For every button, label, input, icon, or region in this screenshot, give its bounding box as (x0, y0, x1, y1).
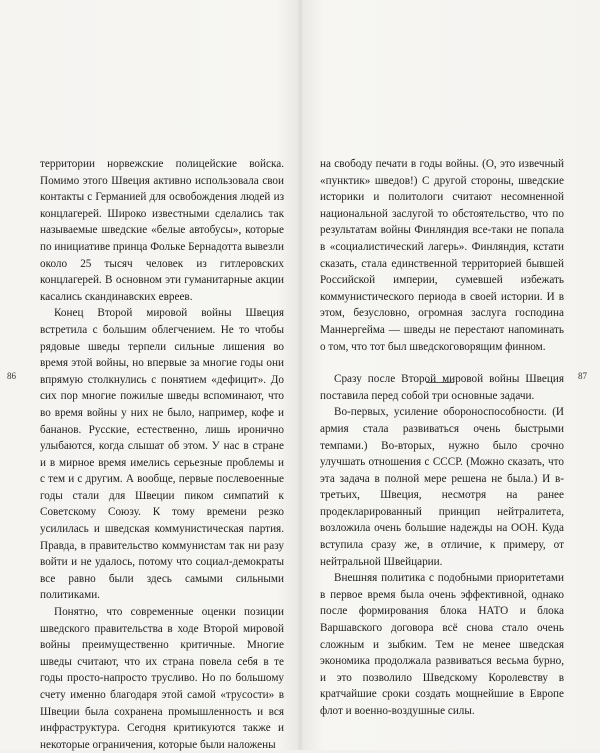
left-paragraph-3: Понятно, что современные оценки позиции шведского правительства в ходе Второй мировой войны преимущественно критичные. Многие шведы считают, что их страна повела себя в те годы просто-напросто трусливо. Но по большому счету именно благодаря этой самой «трусости» в Швеции была сохранена промышленность и вся инфраструктура. Сегодня критикуются также и некоторые ограничения, которые были наложены (40, 606, 284, 751)
left-page (0, 0, 300, 750)
right-paragraph-3: Во-первых, усиление обороноспособности. (И армия стала развиваться очень быстрыми темпами.) Во-вторых, нужно было срочно улучшать отношения с СССР. (Можно сказать, что эта задача в полной мере решена не была.) И в-третьих, Швеция, несмотря на ранее продекларированный принцип нейтралитета, возложила очень большие надежды на ООН. Куда вступила сразу же, в отличие, к примеру, от нейтральной Швейцарии. (320, 406, 564, 568)
chapter-end-rule (426, 382, 454, 383)
left-page-text (40, 156, 284, 753)
left-paragraph-1: территории норвежские полицейские войска. Помимо этого Швеция активно использовала свои контакты с Германией для освобождения людей из концлагерей. Широко известными сделались так называемые шведские «белые автобусы», которые по инициативе принца Фольке Бернадотта вывезли около 25 тысяч человек из гитлеровских концлагерей. В основном эти гуманитарные акции касались скандинавских евреев. (40, 158, 284, 303)
left-page-number: 86 (7, 371, 16, 381)
right-paragraph-2: Сразу после Второй мировой войны Швеция поставила перед собой три основные задачи. (320, 373, 564, 402)
right-page-number: 87 (578, 371, 587, 381)
right-page (300, 0, 600, 750)
right-paragraph-1: на свободу печати в годы войны. (О, это извечный «пунктик» шведов!) С другой стороны, шведские историки и политологи считают несомненной национальной заслугой то обстоятельство, что по результатам войны Финляндия все-таки не попала в «социалистический лагерь». Финляндия, кстати сказать, стала единственной территорией бывшей Российской империи, сумевшей избежать коммунистического периода в своей истории. И в этом, безусловно, огромная заслуга господина Маннергейма — шведы не перестают напоминать о том, что тот был шведскоговорящим финном. (320, 158, 564, 353)
right-paragraph-4: Внешняя политика с подобными приоритетами в первое время была очень эффективной, однако после формирования блока НАТО и блока Варшавского договора всё снова стало очень сложным и зыбким. Тем не менее шведская экономика продолжала развиваться весьма бурно, и это позволило Шведскому Королевству в кратчайшие сроки создать мощнейшие в Европе флот и военно-воздушные силы. (320, 572, 564, 717)
right-page-text (320, 156, 564, 720)
left-paragraph-2: Конец Второй мировой войны Швеция встретила с большим облегчением. Не то чтобы рядовые шведы терпели сильные лишения во время этой войны, но впервые за многие годы они впрямую столкнулись с понятием «дефицит». До сих пор многие пожилые шведы вспоминают, что во время войны у них не было, например, кофе и бананов. Русские, естественно, лишь иронично улыбаются, когда слышат об этом. У нас в стране и в мирное время имелись серьезные проблемы и с тем и с другим. А вообще, первые послевоенные годы стали для Швеции пиком симпатий к Советскому Союзу. К тому времени резко усилилась и шведская коммунистическая партия. Правда, в правительство коммунистам так ни разу войти и не удалось, потому что социал-демократы все равно были здесь самыми сильными политиками. (40, 307, 284, 602)
